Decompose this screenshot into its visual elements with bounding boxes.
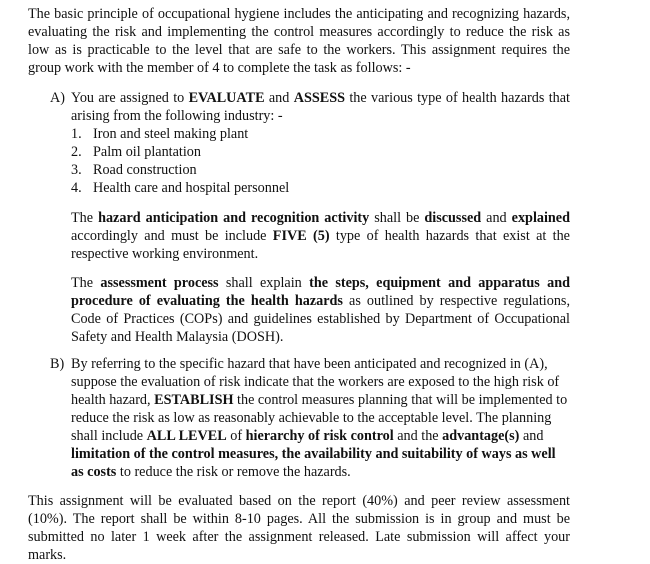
section-b-label: B) — [50, 356, 65, 372]
list-item: 4. Health care and hospital personnel — [71, 180, 290, 196]
section-a-label: A) — [50, 90, 65, 106]
hazard-recognition-paragraph: The hazard anticipation and recognition activity shall be discussed and explained accordingly and must be include FIVE (5) type of health hazards that exist at the respective working environment. — [71, 210, 570, 262]
list-item: 3. Road construction — [71, 162, 197, 178]
closing-paragraph: This assignment will be evaluated based on the report (40%) and peer review assessment (10%). The report shall be within 8-10 pages. All the submission is in group and must be submitted no later 1 week after the assignment released. Late submission will affect your marks. — [28, 493, 570, 563]
control-measures-paragraph: By referring to the specific hazard that have been anticipated and recognized in (A), suppose the evaluation of risk indicate that the workers are exposed to the high risk of health hazard, ESTABLISH the control measures planning that will be implemented to reduce the risk as low as reasonably achievable to the acceptable level. The planning shall include ALL LEVEL of hierarchy of risk control and the advantage(s) and limitation of the control measures, the availability and suitability of ways as well as costs to reduce the risk or remove the hazards. — [71, 356, 568, 480]
industry-list — [71, 125, 570, 197]
section-b — [28, 355, 570, 481]
section-a — [28, 89, 570, 346]
section-a-instruction: You are assigned to EVALUATE and ASSESS the various type of health hazards that arising from the following industry: - — [71, 90, 570, 124]
list-item: 1. Iron and steel making plant — [71, 126, 249, 142]
assignment-document — [28, 5, 570, 564]
intro-paragraph: The basic principle of occupational hygiene includes the anticipating and recognizing hazards, evaluating the risk and implementing the control measures accordingly to reduce the risk as low as is practicable to the level that are safe to the workers. This assignment requires the group work with the member of 4 to complete the task as follows: - — [28, 6, 570, 76]
list-item: 2. Palm oil plantation — [71, 144, 201, 160]
assessment-process-paragraph: The assessment process shall explain the steps, equipment and apparatus and procedure of evaluating the health hazards as outlined by respective regulations, Code of Practices (COPs) and guidelines established by Department of Occupational Safety and Health Malaysia (DOSH). — [71, 275, 570, 345]
